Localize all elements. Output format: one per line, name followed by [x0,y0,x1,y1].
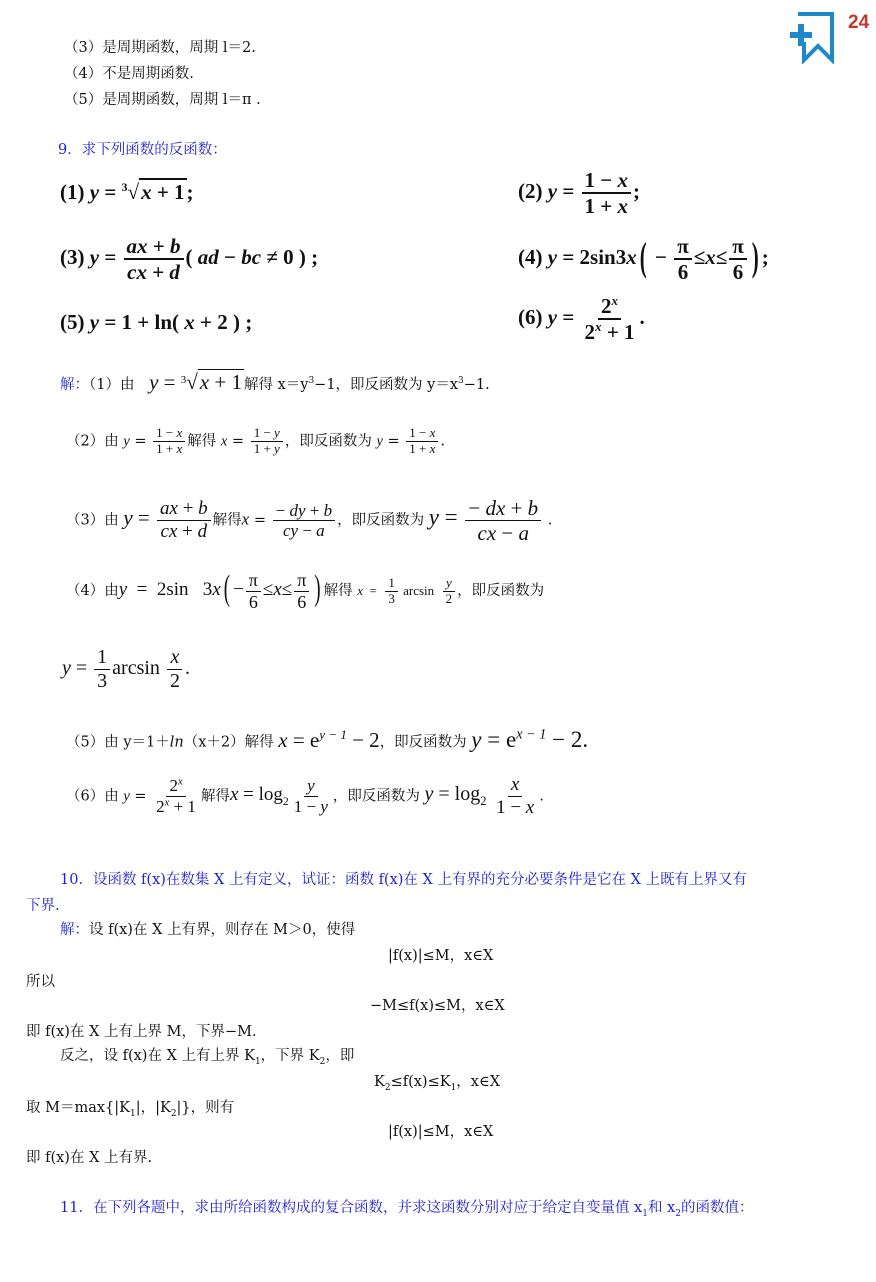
problem-label: (3) [60,244,85,269]
solution-text-2: ，即反函数为 [284,433,372,450]
q9-solution-4-result: y = $\frac{1}{3}$ arcsin $\frac{x}{2}$ . [62,646,190,692]
solution-label: （5）由 y＝1＋ [66,734,170,751]
page-number: 24 [848,12,870,33]
q10-eq2: −M≤f(x)≤M，x∈X [370,998,505,1014]
q9-solution-4: （4）由y = 2sin 3x ( − $\frac{\pi}{6}$ ≤x≤ $\frac{\pi}{6}$ ) 解得 x = $\frac{1}{3}$ arcsin $\frac{y}{2}$ ，即反函数为 [66,569,545,612]
q10-solution-line1 [60,918,355,939]
problem-label: (6) [518,304,543,329]
solution-text: 解得 x＝y [243,377,309,393]
text: ，下界 K [260,1048,320,1064]
solution-label: （2）由 [66,433,119,450]
text: |，|K [135,1100,171,1116]
text: K [374,1074,385,1090]
prev-answer-4: （4）不是周期函数. [64,66,194,82]
ln-text: ln [169,734,184,751]
q10-eq3: $K_2\le f(x)\le K_1$，x∈X [374,1074,501,1093]
solution-text: 解得 [212,512,242,529]
text: ，即 [325,1048,355,1064]
text: ≤f(x)≤K [390,1074,451,1090]
q10-line6: 即 f(x)在 X 上有界. [26,1150,153,1166]
q9-problem-6: (6) y = $\frac{2^x}{2^x + 1}$ . [518,293,645,345]
solution-text: 设 f(x)在 X 上有界，则存在 M＞0，使得 [89,922,356,938]
solution-text-2: ，即反函数为 [379,734,467,751]
text: 的函数值： [680,1200,754,1216]
bookmark-add-icon[interactable] [788,12,838,64]
solution-label: （1）由 [89,377,135,393]
q10-eq1: |f(x)|≤M，x∈X [388,948,494,964]
problem-label: (1) [60,180,85,204]
problem-label: (2) [518,178,543,203]
q10-line3: 即 f(x)在 X 上有上界 M，下界−M. [26,1024,257,1040]
prev-answer-5: （5）是周期函数，周期 l＝π . [64,92,261,108]
text: 和 x [647,1200,676,1216]
solution-text-2: ，即反函数为 [457,583,545,600]
solution-text-2: −1，即反函数为 y＝x [314,377,459,393]
q9-problem-3: (3) y = $\frac{ax + b}{cx + d}$ ( ad − bc ≠ 0 ) ; [60,234,319,285]
q10-title-line2: 下界. [26,898,60,914]
q9-problem-5: (5) y = 1 + ln( x + 2 ) ; [60,310,253,334]
q9-solution-3: （3）由 y = $\frac{ax + b}{cx + d}$ 解得x = $\frac{- dy + b}{cy - a}$ ，即反函数为 y = $\frac{- dx + b}{cx - a}$ . [66,496,553,546]
solution-text-2: ，即反函数为 [332,788,420,805]
q9-solution-2: （2）由 y = $\frac{1 - x}{1 + x}$ 解得 x = $\frac{1 - y}{1 + y}$ ，即反函数为 y = $\frac{1 - x}{1 + x}$ . [66,425,445,456]
q9-problem-1: (1) y = $^3$√x + 1; [60,180,194,204]
text: 反之，设 f(x)在 X 上有上界 K [60,1048,255,1064]
solution-label: （6）由 [66,788,119,805]
solution-label: （3）由 [66,512,119,529]
text: |}，则有 [176,1100,235,1116]
q11-title: 11．在下列各题中，求由所给函数构成的复合函数，并求这函数分别对应于给定自变量值 $x_1$和 $x_2$的函数值： [60,1200,754,1219]
solution-text-3: −1. [463,377,490,393]
problem-label: (4) [518,244,543,269]
solution-text-2: ，即反函数为 [337,512,425,529]
text: 取 M＝max{|K [26,1100,130,1116]
text: 11．在下列各题中，求由所给函数构成的复合函数，并求这函数分别对应于给定自变量值 x [60,1200,643,1216]
q9-problem-4: (4) y = 2sin3x ( − $\frac{\pi}{6}$ ≤x≤ $\frac{\pi}{6}$ ) ; [518,233,769,285]
q10-title-line1: 10．设函数 f(x)在数集 X 上有定义，试证：函数 f(x)在 X 上有界的充分必要条件是它在 X 上既有上界又有 [60,872,748,888]
q9-solution-1: 解：（1）由 y = $^3$√x + 1 解得 $x=y^3-1$，即反函数为 $y=x^3-1$. [60,370,490,394]
solution-label: （4）由 [66,583,119,600]
q10-line5: 取 $M=\max\{|K_1|$，$|K_2|$}，则有 [26,1100,235,1119]
prev-answer-3: （3）是周期函数，周期 l＝2. [64,40,256,56]
text: ，x∈X [456,1074,501,1090]
q9-problem-2: (2) y = $\frac{1 - x}{1 + x}$ ; [518,168,641,219]
solution-text: 解得 [323,583,353,600]
solution-prefix: 解： [60,922,89,938]
q9-solution-5: （5）由 y＝1＋ln（x＋2）解得 $x = e^{y - 1} - 2$，即反函数为 $y = e^{x - 1} - 2$. [66,726,589,752]
solution-text: 解得 [187,433,217,450]
q10-eq4: |f(x)|≤M，x∈X [388,1124,494,1140]
q9-solution-6: （6）由 y = $\frac{2^x}{2^x + 1}$ 解得$x = \log_2$ $\frac{y}{1 - y}$ ，即反函数为 $y = \log_2$ $\frac{x}{1 - x}$ . [66,774,544,818]
solution-prefix: 解： [60,377,89,393]
solution-text: 解得 [200,788,230,805]
q10-line4: 反之，设 f(x)在 X 上有上界 $K_1$，下界 $K_2$，即 [60,1048,355,1067]
problem-label: (5) [60,310,85,334]
solution-text: （x＋2）解得 [183,734,274,751]
q9-title: 9．求下列函数的反函数： [58,142,227,158]
q10-line2: 所以 [26,974,55,990]
